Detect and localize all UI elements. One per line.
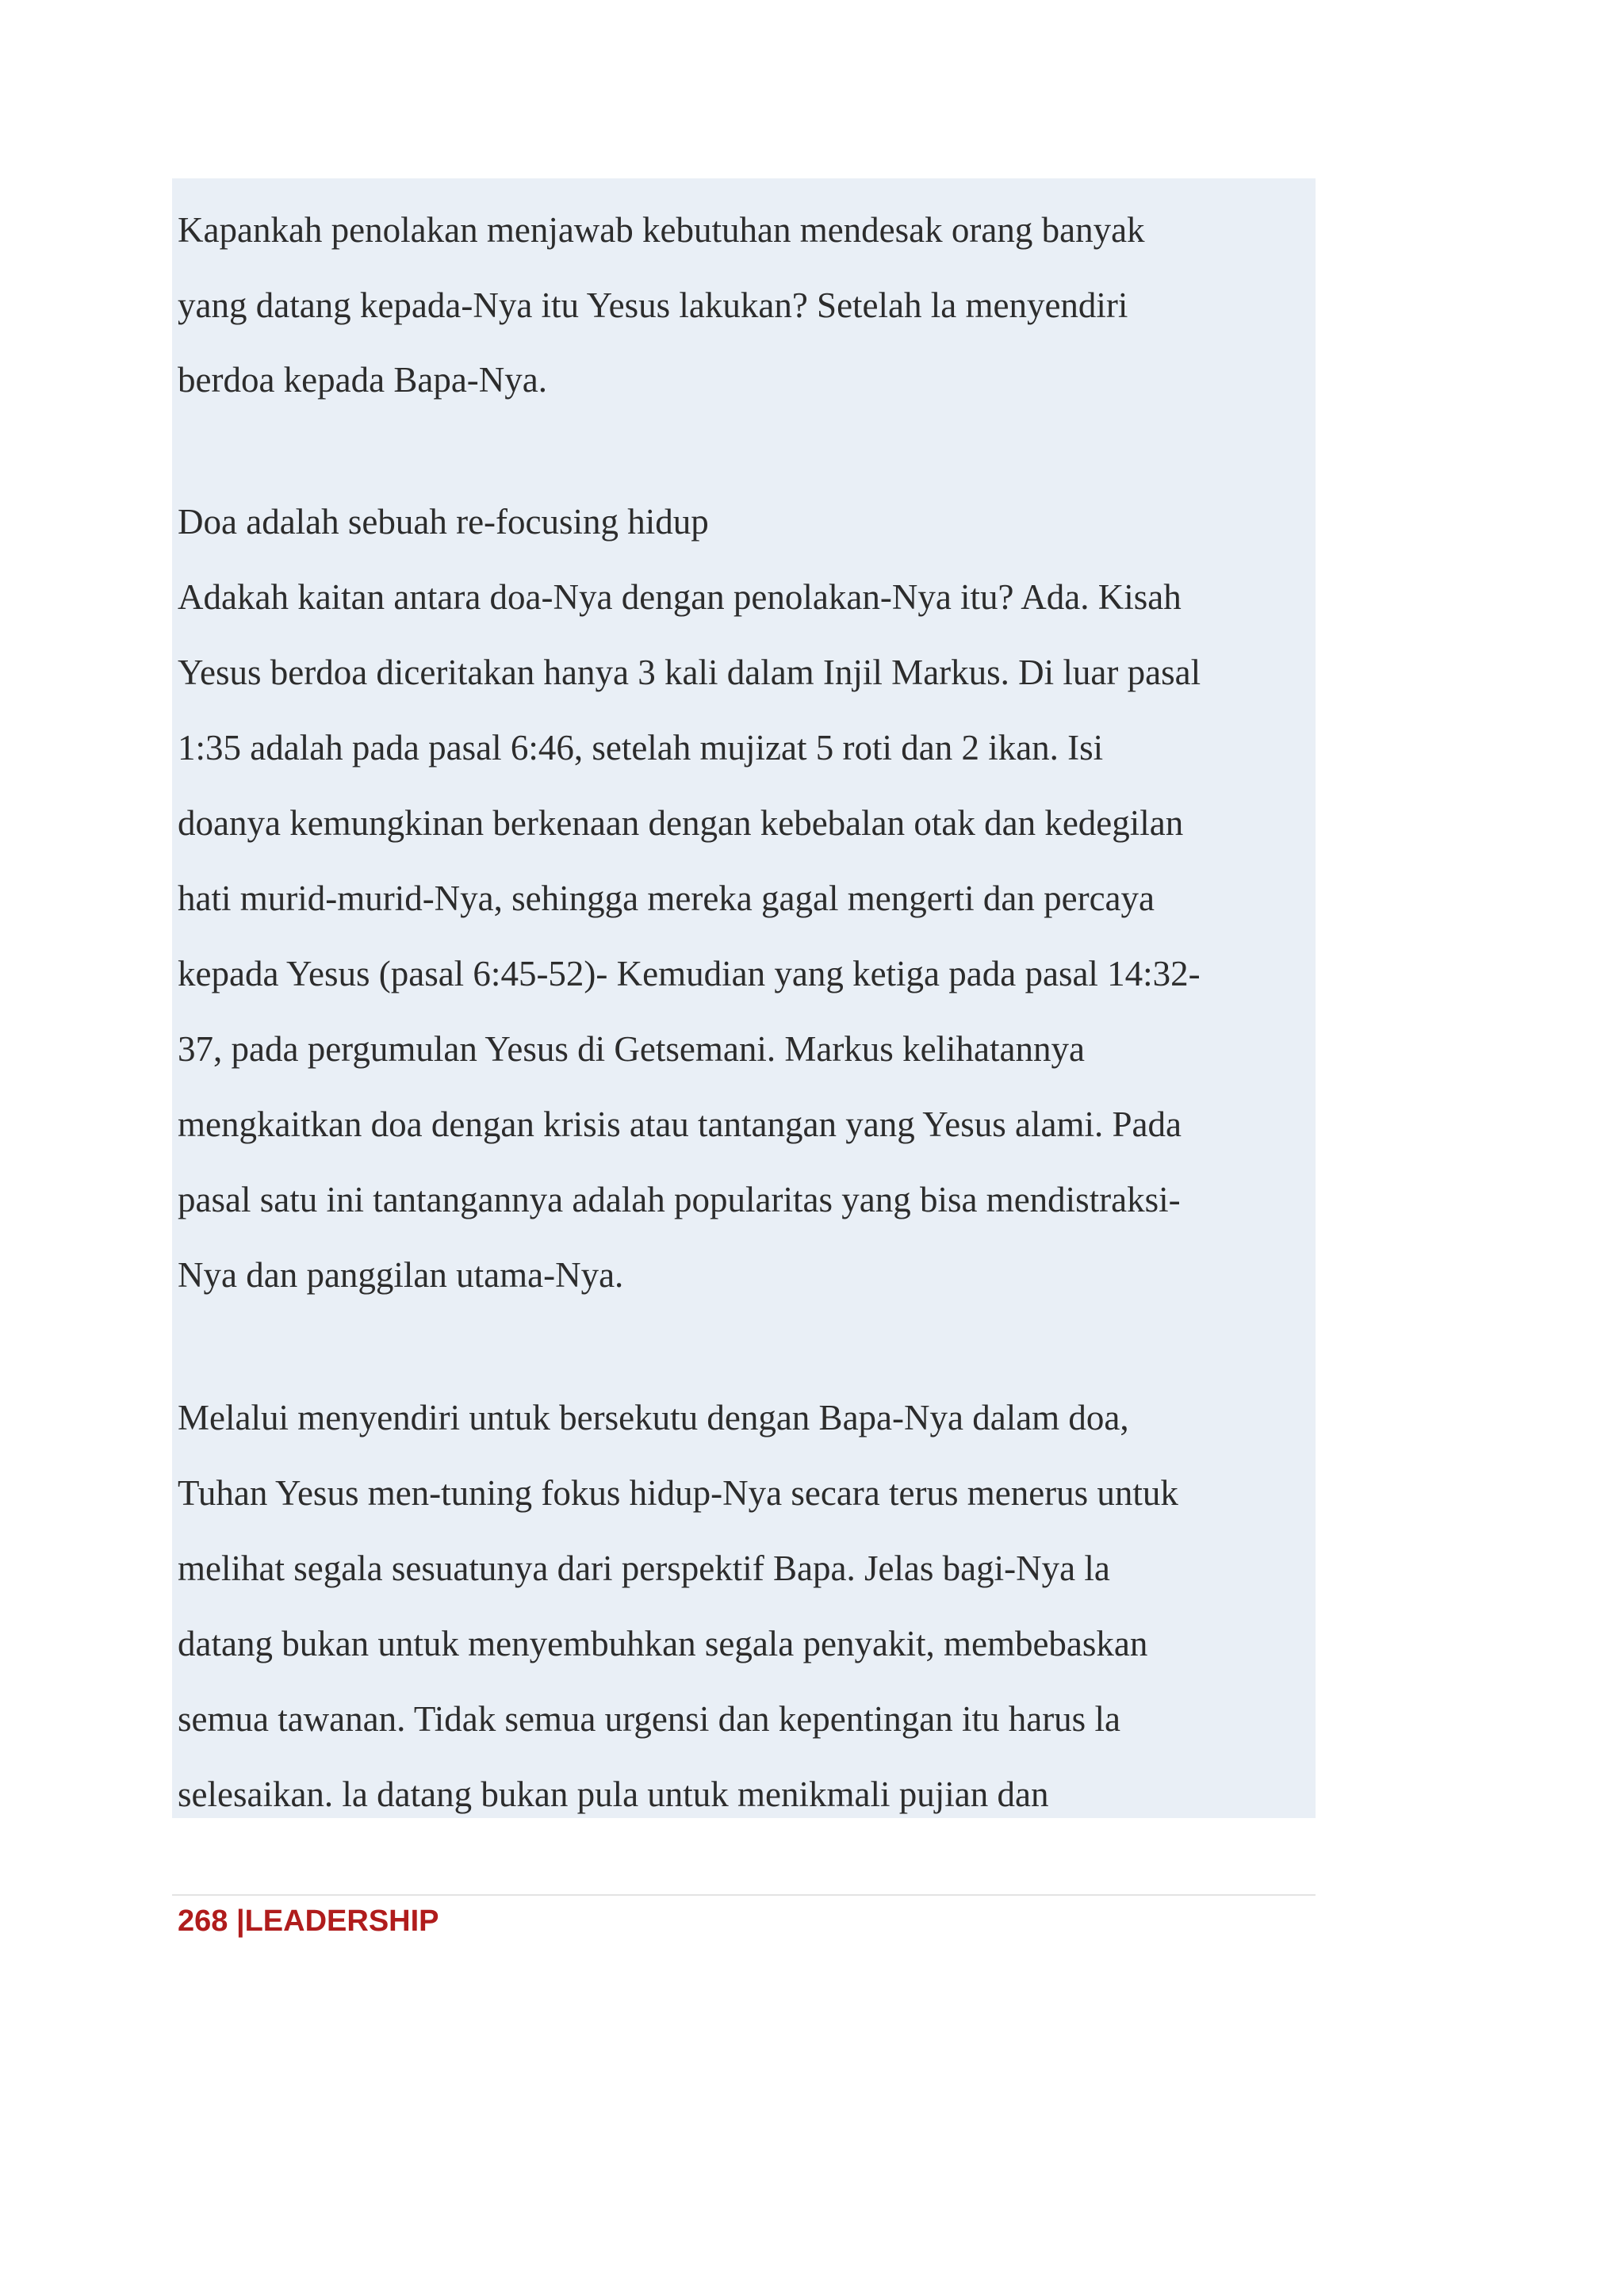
body-text-line: doanya kemungkinan berkenaan dengan kebebalan otak dan kedegilan [178, 803, 1184, 843]
body-text-line: mengkaitkan doa dengan krisis atau tantangan yang Yesus alami. Pada [178, 1104, 1182, 1144]
body-text-line: 37, pada pergumulan Yesus di Getsemani. Markus kelihatannya [178, 1029, 1085, 1069]
footer-divider [172, 1894, 1316, 1896]
body-text-line: kepada Yesus (pasal 6:45-52)- Kemudian yang ketiga pada pasal 14:32- [178, 954, 1201, 993]
body-text-line: pasal satu ini tantangannya adalah popularitas yang bisa mendistraksi- [178, 1180, 1181, 1219]
body-text-line: datang bukan untuk menyembuhkan segala penyakit, membebaskan [178, 1624, 1148, 1663]
body-text-line: selesaikan. la datang bukan pula untuk menikmali pujian dan [178, 1774, 1049, 1814]
body-text-line: Kapankah penolakan menjawab kebutuhan mendesak orang banyak [178, 210, 1145, 250]
body-text-line: hati murid-murid-Nya, sehingga mereka gagal mengerti dan percaya [178, 879, 1155, 918]
body-text-line: Nya dan panggilan utama-Nya. [178, 1255, 624, 1295]
body-text-line: Yesus berdoa diceritakan hanya 3 kali dalam Injil Markus. Di luar pasal [178, 653, 1201, 692]
body-text-line: Tuhan Yesus men-tuning fokus hidup-Nya secara terus menerus untuk [178, 1473, 1178, 1513]
body-text-line: 1:35 adalah pada pasal 6:46, setelah mujizat 5 roti dan 2 ikan. Isi [178, 728, 1104, 768]
section-heading: Doa adalah sebuah re-focusing hidup [178, 502, 709, 542]
body-text-line: Adakah kaitan antara doa-Nya dengan penolakan-Nya itu? Ada. Kisah [178, 577, 1182, 617]
body-text-line: semua tawanan. Tidak semua urgensi dan kepentingan itu harus la [178, 1699, 1120, 1739]
page-footer: 268 |LEADERSHIP [178, 1904, 439, 1938]
body-text-line: yang datang kepada-Nya itu Yesus lakukan? Setelah la menyendiri [178, 285, 1128, 325]
body-text-line: berdoa kepada Bapa-Nya. [178, 360, 548, 400]
body-text-line: Melalui menyendiri untuk bersekutu dengan Bapa-Nya dalam doa, [178, 1398, 1129, 1437]
body-text-line: melihat segala sesuatunya dari perspektif Bapa. Jelas bagi-Nya la [178, 1548, 1110, 1588]
